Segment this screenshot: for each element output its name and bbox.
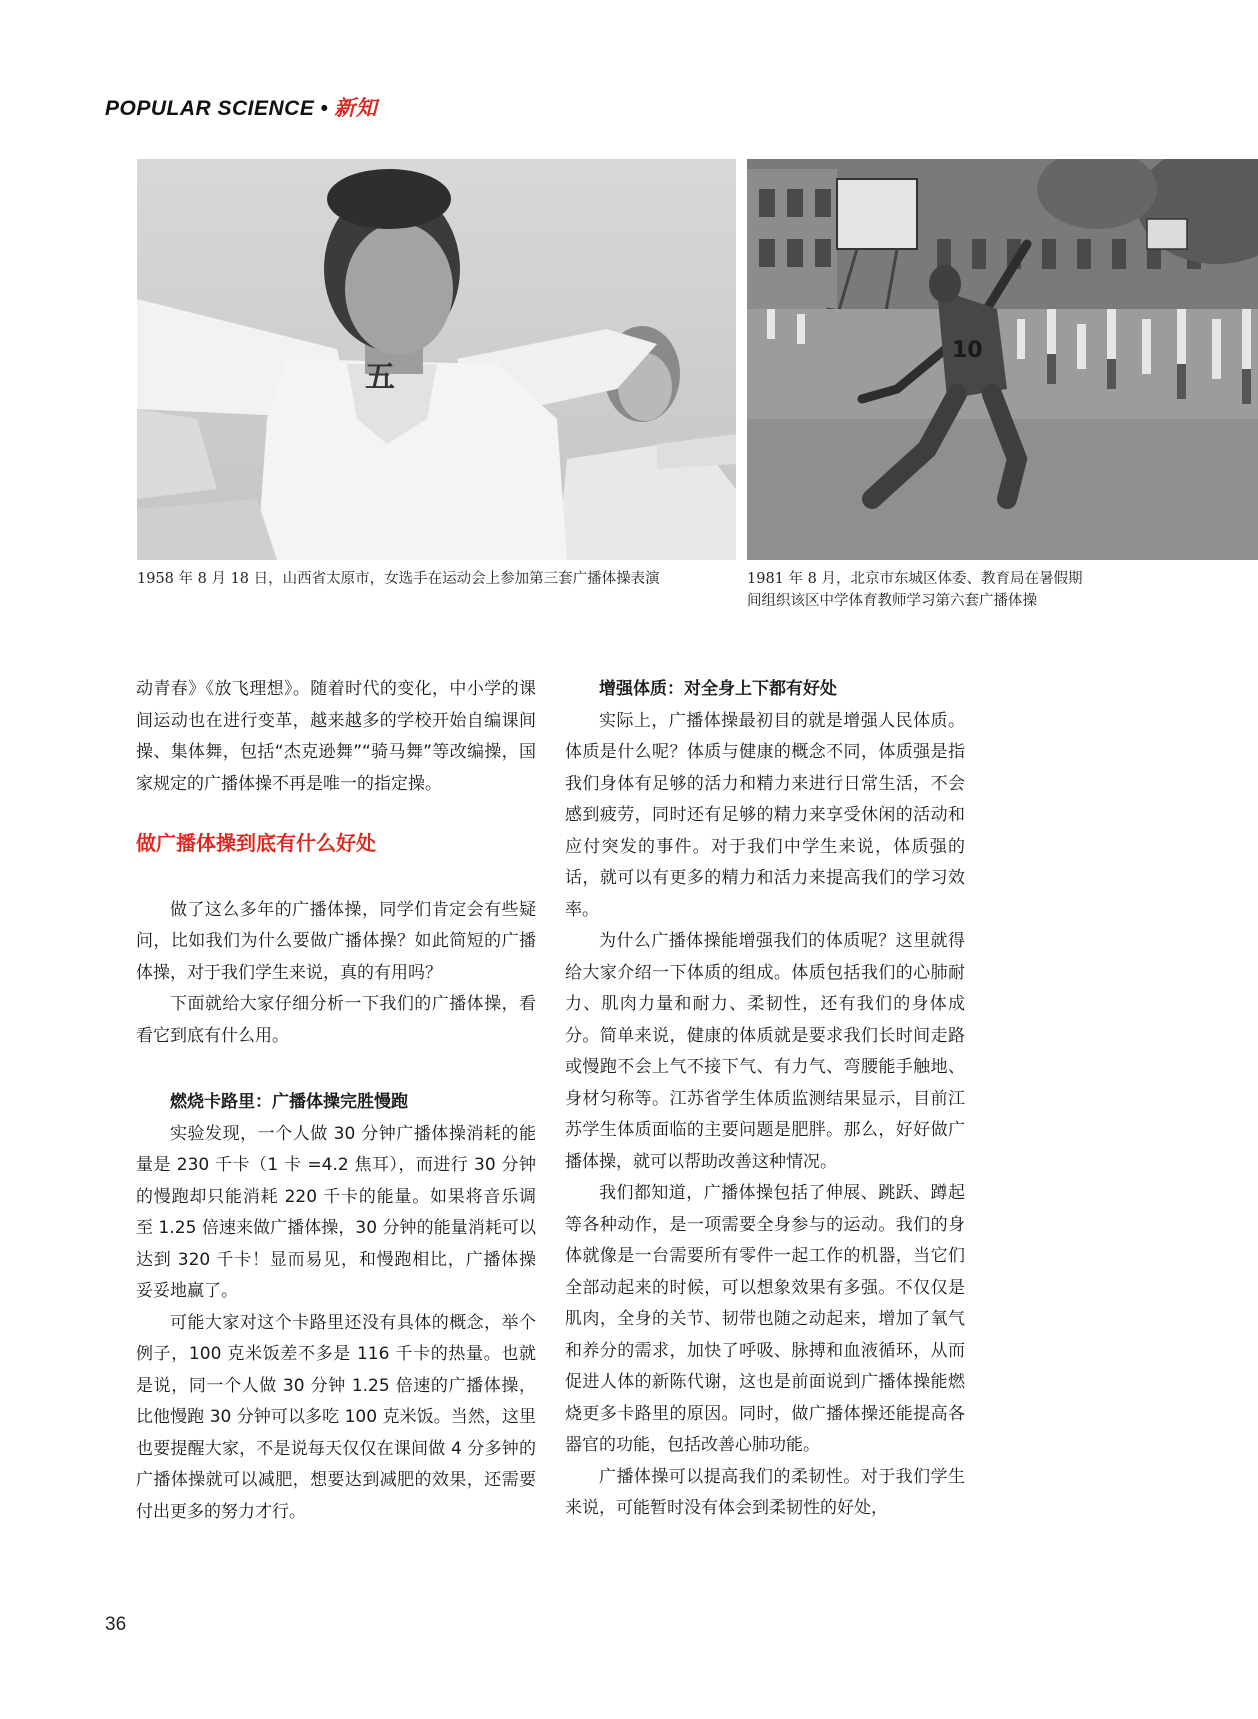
section-name: 新知 [334,97,378,120]
body-paragraph: 为什么广播体操能增强我们的体质呢？这里就得给大家介绍一下体质的组成。体质包括我们的心肺耐力、肌肉力量和耐力、柔韧性，还有我们的身体成分。简单来说，健康的体质就是要求我们长时间走路或慢跑不会上气不接下气、有力气、弯腰能手触地、身材匀称等。江苏省学生体质监测结果显示，目前江苏学生体质面临的主要问题是肥胖。那么，好好做广播体操，就可以帮助改善这种情况。 [565,931,965,1172]
subheading-fitness: 增强体质：对全身上下都有好处 [599,679,837,699]
page-number: 36 [105,1614,127,1635]
caption-line: 间组织该区中学体育教师学习第六套广播体操 [747,593,1037,609]
subheading-calories: 燃烧卡路里：广播体操完胜慢跑 [170,1092,408,1112]
intro-paragraph: 动青春》《放飞理想》。随着时代的变化，中小学的课间运动也在进行变革，越来越多的学校开始自编课间操、集体舞，包括“杰克逊舞”“骑马舞”等改编操，国家规定的广播体操不再是唯一的指定操。 [136,679,536,794]
body-paragraph: 可能大家对这个卡路里还没有具体的概念，举个例子，100 克米饭差不多是 116 千卡的热量。也就是说，同一个人做 30 分钟 1.25 倍速的广播体操，比他慢跑 30 分钟可以多吃 100 克米饭。当然，这里也要提醒大家，不是说每天仅仅在课间做 4 分多钟的广播体操就可以减肥，想要达到减肥的效果，还需要付出更多的努力才行。 [136,1312,536,1522]
photo-caption-1981 [747,568,1147,612]
header-separator: • [320,97,329,120]
right-column [565,674,965,1525]
photo-1981-teachers [747,159,1258,560]
running-header [105,92,377,122]
body-paragraph: 下面就给大家仔细分析一下我们的广播体操，看看它到底有什么用。 [136,994,536,1046]
shirt-character: 五 [365,360,395,395]
section-heading: 做广播体操到底有什么好处 [136,831,376,855]
magazine-name: POPULAR SCIENCE [105,97,315,120]
photo-1958-exercise [137,159,736,560]
body-paragraph: 做了这么多年的广播体操，同学们肯定会有些疑问，比如我们为什么要做广播体操？如此简短的广播体操，对于我们学生来说，真的有用吗？ [136,899,536,983]
body-paragraph: 我们都知道，广播体操包括了伸展、跳跃、蹲起等各种动作，是一项需要全身参与的运动。我们的身体就像是一台需要所有零件一起工作的机器，当它们全部动起来的时候，可以想象效果有多强。不仅仅是肌肉，全身的关节、韧带也随之动起来，增加了氧气和养分的需求，加快了呼吸、脉搏和血液循环，从而促进人体的新陈代谢，这也是前面说到广播体操能燃烧更多卡路里的原因。同时，做广播体操还能提高各器官的功能，包括改善心肺功能。 [565,1183,965,1455]
body-paragraph: 广播体操可以提高我们的柔韧性。对于我们学生来说，可能暂时没有体会到柔韧性的好处， [565,1466,965,1518]
body-paragraph: 实际上，广播体操最初目的就是增强人民体质。体质是什么呢？体质与健康的概念不同，体质强是指我们身体有足够的活力和精力来进行日常生活，不会感到疲劳，同时还有足够的精力来享受休闲的活动和应付突发的事件。对于我们中学生来说，体质强的话，就可以有更多的精力和活力来提高我们的学习效率。 [565,710,965,920]
shirt-number: 10 [952,338,983,363]
photo-caption-1958: 1958 年 8 月 18 日，山西省太原市，女选手在运动会上参加第三套广播体操表演 [137,571,660,587]
caption-line: 1981 年 8 月，北京市东城区体委、教育局在暑假期 [747,571,1083,587]
body-paragraph: 实验发现，一个人做 30 分钟广播体操消耗的能量是 230 千卡（1 卡 =4.2 焦耳），而进行 30 分钟的慢跑却只能消耗 220 千卡的能量。如果将音乐调至 1.25 倍速来做广播体操，30 分钟的能量消耗可以达到 320 千卡！显而易见，和慢跑相比，广播体操妥妥地赢了。 [136,1123,536,1301]
left-column [136,674,536,1528]
